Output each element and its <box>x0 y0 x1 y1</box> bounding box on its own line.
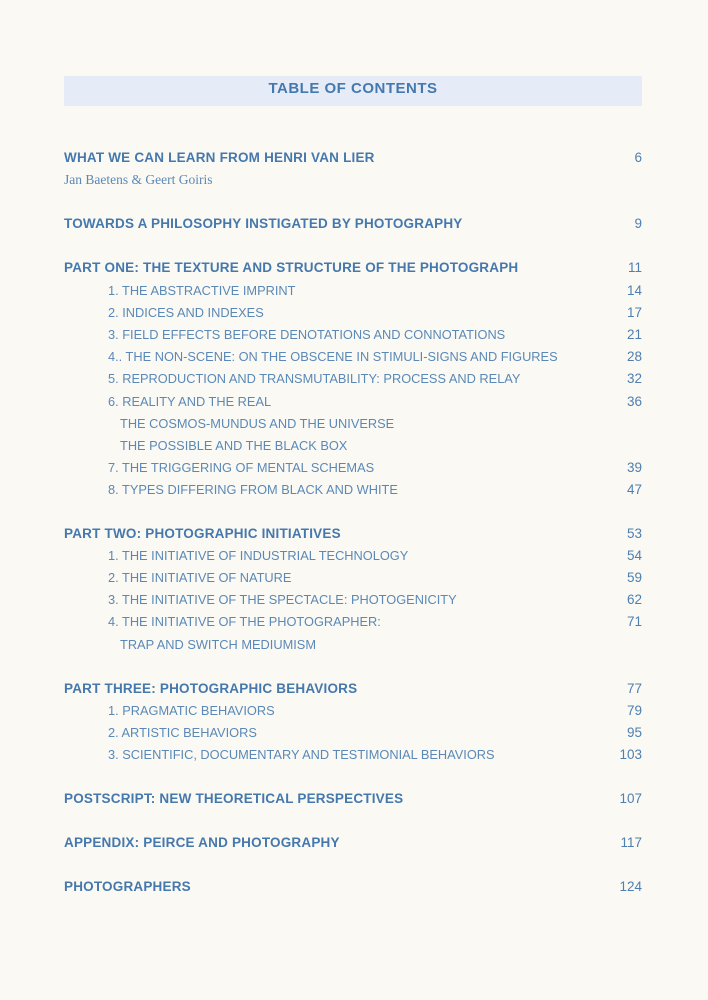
toc-entry-label: POSTSCRIPT: NEW THEORETICAL PERSPECTIVES <box>64 791 404 806</box>
toc-page-number: 14 <box>626 283 642 298</box>
toc-page-number: 28 <box>626 349 642 364</box>
toc-page-number: 6 <box>634 150 642 165</box>
toc-entry-label: 8. TYPES DIFFERING FROM BLACK AND WHITE <box>108 482 398 497</box>
toc-subentry[interactable] <box>0 480 708 500</box>
toc-page-number: 17 <box>626 305 642 320</box>
toc-entry-label: THE POSSIBLE AND THE BLACK BOX <box>120 438 348 453</box>
toc-page-number: 21 <box>626 327 642 342</box>
toc-page-number: 47 <box>626 482 642 497</box>
toc-entry-label: THE COSMOS-MUNDUS AND THE UNIVERSE <box>120 416 395 431</box>
toc-section-entry[interactable] <box>0 679 708 699</box>
toc-page-number: 103 <box>619 747 642 762</box>
toc-entry-label: 5. REPRODUCTION AND TRANSMUTABILITY: PROCESS AND RELAY <box>108 371 521 386</box>
toc-page-number: 32 <box>626 371 642 386</box>
toc-entry-label: PART ONE: THE TEXTURE AND STRUCTURE OF THE PHOTOGRAPH <box>64 260 519 275</box>
toc-subentry[interactable] <box>0 745 708 765</box>
toc-entry-label: PHOTOGRAPHERS <box>64 879 191 894</box>
toc-subentry[interactable] <box>0 612 708 632</box>
toc-page-number: 59 <box>626 570 642 585</box>
toc-subentry[interactable] <box>0 458 708 478</box>
toc-subentry[interactable] <box>0 590 708 610</box>
toc-page-number: 107 <box>619 791 642 806</box>
toc-entry-label: 4.. THE NON-SCENE: ON THE OBSCENE IN STIMULI-SIGNS AND FIGURES <box>108 349 558 364</box>
toc-entry-label: TRAP AND SWITCH MEDIUMISM <box>120 637 316 652</box>
toc-entry-label: 1. THE INITIATIVE OF INDUSTRIAL TECHNOLOGY <box>108 548 409 563</box>
toc-page-number: 54 <box>626 548 642 563</box>
toc-subentry[interactable] <box>0 701 708 721</box>
toc-subentry[interactable] <box>0 369 708 389</box>
toc-subentry[interactable] <box>0 392 708 412</box>
toc-page-number: 124 <box>619 879 642 894</box>
toc-subentry[interactable] <box>0 347 708 367</box>
toc-subentry[interactable] <box>0 325 708 345</box>
toc-entry-label: 1. PRAGMATIC BEHAVIORS <box>108 703 275 718</box>
toc-section-entry[interactable] <box>0 833 708 853</box>
toc-page-number: 9 <box>634 216 642 231</box>
toc-subentry[interactable] <box>0 303 708 323</box>
toc-section-entry[interactable] <box>0 877 708 897</box>
toc-title: TABLE OF CONTENTS <box>268 80 438 97</box>
toc-section-entry[interactable] <box>0 214 708 234</box>
toc-entry-label: 4. THE INITIATIVE OF THE PHOTOGRAPHER: <box>108 614 381 629</box>
toc-subentry[interactable] <box>0 436 708 456</box>
toc-subentry[interactable] <box>0 723 708 743</box>
toc-entry-label: 3. THE INITIATIVE OF THE SPECTACLE: PHOTOGENICITY <box>108 592 457 607</box>
toc-page-number: 77 <box>626 681 642 696</box>
toc-section-entry[interactable] <box>0 524 708 544</box>
toc-section-entry[interactable] <box>0 789 708 809</box>
toc-page-number: 95 <box>626 725 642 740</box>
toc-page-number: 11 <box>627 260 642 275</box>
toc-page-number: 53 <box>626 526 642 541</box>
toc-page-number: 62 <box>626 592 642 607</box>
toc-page-number: 79 <box>626 703 642 718</box>
toc-entry-label: TOWARDS A PHILOSOPHY INSTIGATED BY PHOTOGRAPHY <box>64 216 463 231</box>
toc-entry-label: 3. FIELD EFFECTS BEFORE DENOTATIONS AND CONNOTATIONS <box>108 327 506 342</box>
toc-subentry[interactable] <box>0 414 708 434</box>
toc-entry-label: WHAT WE CAN LEARN FROM HENRI VAN LIER <box>64 150 375 165</box>
toc-subentry[interactable] <box>0 546 708 566</box>
authors: Jan Baetens & Geert Goiris <box>64 172 213 187</box>
toc-entry-label: 6. REALITY AND THE REAL <box>108 394 272 409</box>
toc-page-number: 39 <box>626 460 642 475</box>
toc-page-number: 117 <box>620 835 642 850</box>
toc-subentry[interactable] <box>0 281 708 301</box>
toc-page-number: 71 <box>626 614 642 629</box>
toc-entry-label: 1. THE ABSTRACTIVE IMPRINT <box>108 283 296 298</box>
toc-subentry[interactable] <box>0 635 708 655</box>
toc-section-entry[interactable] <box>0 148 708 168</box>
toc-entry-label: PART THREE: PHOTOGRAPHIC BEHAVIORS <box>64 681 358 696</box>
toc-entry-label: 2. INDICES AND INDEXES <box>108 305 264 320</box>
toc-entry-label: 3. SCIENTIFIC, DOCUMENTARY AND TESTIMONIAL BEHAVIORS <box>108 747 495 762</box>
toc-entry-label: APPENDIX: PEIRCE AND PHOTOGRAPHY <box>64 835 340 850</box>
toc-page-number: 36 <box>626 394 642 409</box>
toc-section-entry[interactable] <box>0 258 708 278</box>
toc-subentry[interactable] <box>0 568 708 588</box>
toc-entry-label: 7. THE TRIGGERING OF MENTAL SCHEMAS <box>108 460 375 475</box>
toc-entry-label: 2. ARTISTIC BEHAVIORS <box>108 725 257 740</box>
toc-entry-label: 2. THE INITIATIVE OF NATURE <box>108 570 292 585</box>
toc-entry-label: PART TWO: PHOTOGRAPHIC INITIATIVES <box>64 526 341 541</box>
